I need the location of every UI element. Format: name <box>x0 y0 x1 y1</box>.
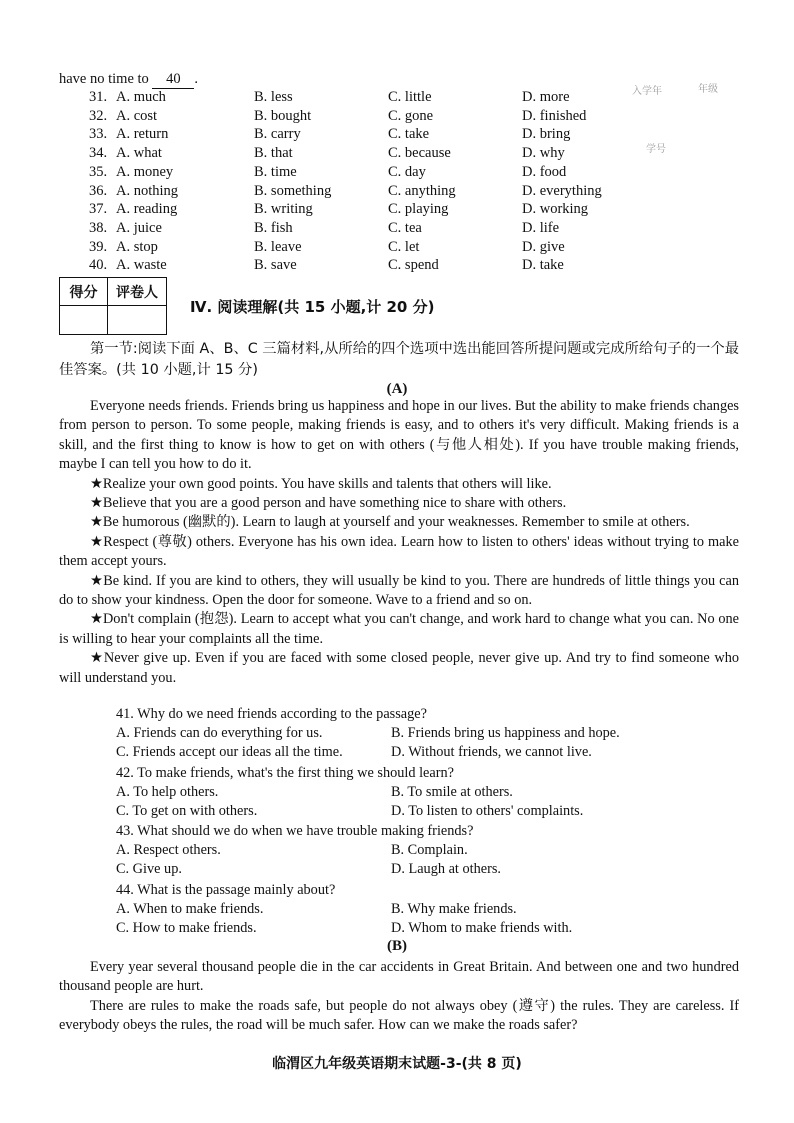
continuation-text: have no time to <box>59 71 149 87</box>
cloze-question-number: 35. <box>89 163 108 180</box>
cloze-option-d: D. why <box>522 145 565 162</box>
grader-cell[interactable] <box>108 306 167 335</box>
cloze-question-number: 33. <box>89 126 108 143</box>
cloze-option-b: B. writing <box>254 201 313 218</box>
answer-blank-40: 40 <box>152 70 194 89</box>
score-cell[interactable] <box>60 306 108 335</box>
cloze-option-a: A. cost <box>116 107 158 124</box>
tip-item: ★Don't complain (抱怨). Learn to accept what you can't change, and work hard to change what you can. No one is willing to hear your complaints all the time. <box>59 611 739 647</box>
cloze-option-c: C. let <box>388 238 420 255</box>
option-d[interactable]: D. Without friends, we cannot live. <box>391 744 592 760</box>
passage-b-label: (B) <box>387 938 407 954</box>
cloze-option-c: C. anything <box>388 182 456 199</box>
stamp-text-1: 入学年 <box>632 86 662 97</box>
cloze-option-a: A. juice <box>116 219 162 236</box>
page-footer: 临渭区九年级英语期末试题-3-(共 8 页) <box>272 1056 522 1072</box>
cloze-option-a: A. waste <box>116 257 167 274</box>
cloze-option-b: B. something <box>254 182 332 199</box>
option-a[interactable]: A. To help others. <box>116 784 219 800</box>
cloze-option-c: C. day <box>388 163 426 180</box>
option-b[interactable]: B. Friends bring us happiness and hope. <box>391 725 620 741</box>
option-d[interactable]: D. To listen to others' complaints. <box>391 803 584 819</box>
cloze-option-a: A. reading <box>116 201 178 218</box>
cloze-option-b: B. time <box>254 163 297 180</box>
cloze-option-d: D. finished <box>522 107 587 124</box>
option-a[interactable]: A. Friends can do everything for us. <box>116 725 323 741</box>
passage-b-paragraph: There are rules to make the roads safe, but people do not always obey (遵守) the rules. They are careless. If everybody obeys the rules, the road will be much safer. How can we make the roads safer? <box>59 997 739 1034</box>
tip-item: ★Never give up. Even if you are faced with some closed people, never give up. And try to find someone who will understand you. <box>59 650 739 686</box>
stamp-text-2: 年级 <box>698 84 718 95</box>
cloze-option-c: C. because <box>388 145 451 162</box>
tip-item: ★Realize your own good points. You have skills and talents that others will like. <box>90 475 552 492</box>
stamp-text-3: 学号 <box>646 144 666 155</box>
option-c[interactable]: C. To get on with others. <box>116 803 258 819</box>
option-a[interactable]: A. Respect others. <box>116 842 221 858</box>
option-a[interactable]: A. When to make friends. <box>116 901 264 917</box>
passage-b-paragraph: Every year several thousand people die in the car accidents in Great Britain. And between one and two hundred thousand people are hurt. <box>59 959 739 995</box>
cloze-option-a: A. stop <box>116 238 158 255</box>
cloze-question-number: 39. <box>89 238 108 255</box>
option-d[interactable]: D. Whom to make friends with. <box>391 920 573 936</box>
cloze-option-c: C. playing <box>388 201 449 218</box>
cloze-option-d: D. give <box>522 238 565 255</box>
cloze-question-number: 31. <box>89 89 108 105</box>
cloze-option-d: D. food <box>522 163 567 180</box>
cloze-option-b: B. save <box>254 257 297 274</box>
question-stem: 43. What should we do when we have trouble making friends? <box>116 823 474 839</box>
question-stem: 42. To make friends, what's the first thing we should learn? <box>116 765 455 781</box>
cloze-option-a: A. return <box>116 126 169 143</box>
cloze-option-c: C. take <box>388 126 430 143</box>
option-d[interactable]: D. Laugh at others. <box>391 861 501 877</box>
cloze-option-a: A. much <box>116 89 166 105</box>
option-c[interactable]: C. How to make friends. <box>116 920 257 936</box>
cloze-option-d: D. everything <box>522 182 602 199</box>
instructions-text: 第一节:阅读下面 A、B、C 三篇材料,从所给的四个选项中选出能回答所提问题或完成所给句子的一个最佳答案。(共 10 小题,计 15 分) <box>59 341 739 378</box>
sentence-end: . <box>194 71 199 87</box>
cloze-question-number: 40. <box>89 257 108 274</box>
cloze-option-c: C. gone <box>388 107 434 124</box>
cloze-option-d: D. working <box>522 201 589 218</box>
passage-a-intro: Everyone needs friends. Friends bring us happiness and hope in our lives. But the ability to make friends changes from person to person. To some people, making friends is easy, and to others it's very difficult. Making friends is a skill, and the first thing to know is how to get on with others (与他人相处). If you have trouble making friends, maybe I can tell you how to do it. <box>59 398 739 473</box>
tip-item: ★Respect (尊敬) others. Everyone has his own idea. Learn how to listen to others' ideas without trying to make them accept yours. <box>59 533 739 570</box>
cloze-option-d: D. life <box>522 219 560 236</box>
cloze-question-number: 38. <box>89 219 108 236</box>
cloze-option-b: B. leave <box>254 238 302 255</box>
cloze-option-c: C. little <box>388 89 432 105</box>
cloze-option-d: D. more <box>522 89 570 105</box>
option-c[interactable]: C. Give up. <box>116 861 182 877</box>
option-b[interactable]: B. Complain. <box>391 842 468 858</box>
cloze-option-c: C. tea <box>388 219 422 236</box>
cloze-option-d: D. bring <box>522 126 571 143</box>
grader-header: 评卷人 <box>108 278 167 306</box>
passage-a <box>59 397 739 688</box>
cloze-option-a: A. money <box>116 163 174 180</box>
instructions <box>59 339 739 381</box>
score-header: 得分 <box>60 278 108 306</box>
faded-stamp <box>626 78 746 170</box>
cloze-option-d: D. take <box>522 257 564 274</box>
cloze-option-c: C. spend <box>388 257 439 274</box>
cloze-question-number: 34. <box>89 145 108 162</box>
tip-item: ★Be humorous (幽默的). Learn to laugh at yourself and your weaknesses. Remember to smile at others. <box>90 514 690 531</box>
tip-item: ★Believe that you are a good person and have something nice to share with others. <box>90 495 567 512</box>
cloze-option-b: B. fish <box>254 219 293 236</box>
cloze-question-number: 32. <box>89 107 108 124</box>
cloze-option-a: A. nothing <box>116 182 179 199</box>
cloze-option-b: B. bought <box>254 107 312 124</box>
option-c[interactable]: C. Friends accept our ideas all the time. <box>116 744 343 760</box>
cloze-continuation-line <box>59 70 198 89</box>
passage-a-label: (A) <box>386 381 408 397</box>
cloze-question-number: 37. <box>89 201 108 218</box>
tip-item: ★Be kind. If you are kind to others, they will usually be kind to you. There are hundreds of little things you can do to show your kindness. Open the door for someone. Wave to a friend and so on. <box>59 572 739 609</box>
cloze-option-a: A. what <box>116 145 162 162</box>
question-stem: 41. Why do we need friends according to the passage? <box>116 706 427 722</box>
cloze-option-b: B. less <box>254 89 293 105</box>
cloze-option-b: B. carry <box>254 126 301 143</box>
section-title: Ⅳ. 阅读理解(共 15 小题,计 20 分) <box>190 298 435 316</box>
cloze-question-number: 36. <box>89 182 108 199</box>
passage-b <box>59 958 739 1036</box>
score-table <box>59 277 167 335</box>
option-b[interactable]: B. To smile at others. <box>391 784 513 800</box>
option-b[interactable]: B. Why make friends. <box>391 901 517 917</box>
cloze-option-b: B. that <box>254 145 293 162</box>
question-stem: 44. What is the passage mainly about? <box>116 882 336 898</box>
